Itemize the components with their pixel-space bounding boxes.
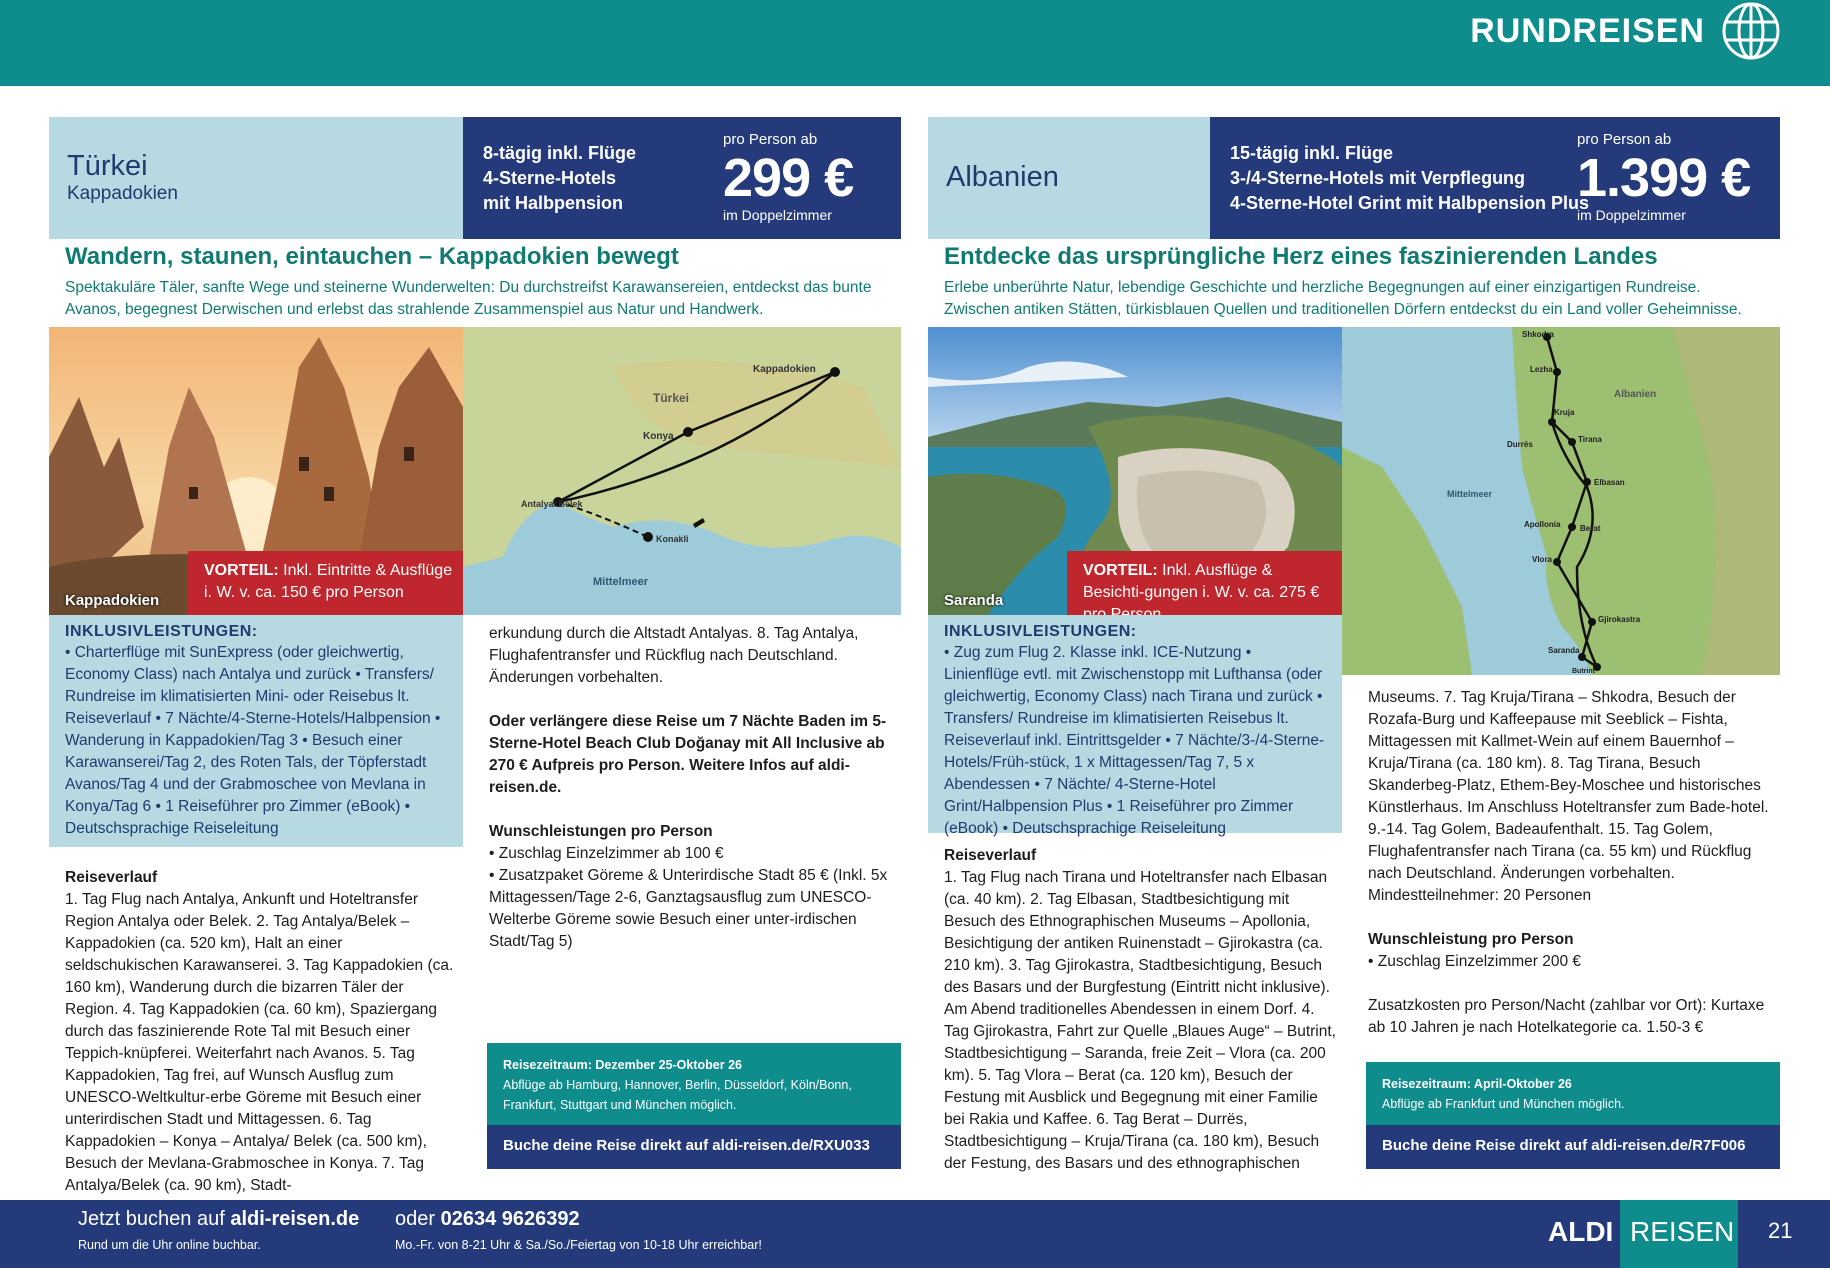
map-label-shkodra: Shkodra	[1522, 330, 1555, 339]
country-name: Albanien	[946, 161, 1059, 193]
vorteil-text: Inkl. Eintritte & Ausflüge i. W. v. ca. 150 € pro Person	[204, 562, 453, 601]
period-text: Abflüge ab Hamburg, Hannover, Berlin, Düsseldorf, Köln/Bonn, Frankfurt, Stuttgart und München möglich.	[503, 1078, 852, 1112]
map-label-vlora: Vlora	[1532, 555, 1553, 564]
offer-line: 8-tägig inkl. Flüge	[483, 143, 637, 163]
price: 1.399 €	[1577, 148, 1751, 208]
inclusive-title: INKLUSIVLEISTUNGEN:	[944, 623, 1137, 640]
country-name: Türkei	[67, 150, 148, 182]
headline: Entdecke das ursprüngliche Herz eines faszinierenden Landes	[944, 243, 1658, 270]
travel-period	[487, 1043, 901, 1125]
itinerary	[65, 867, 455, 1197]
inclusive-text: • Zug zum Flug 2. Klasse inkl. ICE-Nutzung • Linienflüge evtl. mit Zwischenstopp mit Lufthansa (oder gleichwertig, Economy Class) nach Tirana und zurück • Transfers/ Rundreise im klimatisierten Reisebus lt. Reiseverlauf inkl. Eintrittsgelder • 7 Nächte/3-/4-Sterne-Hotels/Früh-stück, 1 x Mittagessen/Tag 7, 5 x Abendessen • 7 Nächte/ 4-Sterne-Hotel Grint/Halbpension Plus • 1 Reiseführer pro Zimmer (eBook) • Deutschsprachige Reiseleitung	[944, 644, 1325, 837]
price-box	[1577, 131, 1762, 223]
wishes-title: Wunschleistung pro Person	[1368, 931, 1574, 948]
footer	[0, 1200, 1830, 1268]
map-image	[1342, 327, 1780, 675]
photo-caption: Kappadokien	[65, 592, 160, 609]
top-banner	[0, 0, 1830, 86]
price-box	[723, 131, 883, 223]
itinerary-title: Reiseverlauf	[944, 847, 1037, 864]
inclusive-box	[928, 615, 1342, 837]
destination-box	[49, 117, 463, 239]
travel-period	[1366, 1062, 1780, 1125]
footer-book	[78, 1208, 359, 1231]
vorteil-badge	[1067, 551, 1342, 615]
itinerary-text: 1. Tag Flug nach Tirana und Hoteltransfer nach Elbasan (ca. 40 km). 2. Tag Elbasan, Stadtbesichtigung mit Besuch des Ethnographischen Museums – Apollonia, Besichtigung der antiken Ruinenstadt – Gjirokastra (ca. 210 km). 3. Tag Gjirokastra, Stadtbesichtigung, Besuch des Basars und der Burgfestung (Eintritt nicht inklusive). Am Abend traditionelles Abendessen in einem Dorf. 4. Tag Gjirokastra, Fahrt zur Quelle „Blaues Auge“ – Butrint, Stadtbesichtigung – Saranda, freie Zeit – Vlora (ca. 200 km). 5. Tag Vlora – Berat (ca. 120 km), Besuch der Festung mit Ausblick und Begegnung mit einer Familie bei Rakia und Kaffee. 6. Tag Berat – Durrës, Stadtbesichtigung – Kruja/Tirana (ca. 180 km), Besuch der Festung, des Basars und des ethnographischen	[944, 869, 1336, 1172]
vorteil-label: VORTEIL:	[1083, 562, 1158, 579]
map-label-albanien: Albanien	[1614, 389, 1657, 400]
map-image	[463, 327, 901, 615]
map-label-durres: Durrës	[1507, 440, 1533, 449]
offer-tuerkei	[49, 117, 901, 1194]
map-label-sea: Mittelmeer	[1447, 489, 1493, 499]
footer-website-link[interactable]: aldi-reisen.de	[230, 1208, 360, 1230]
offer-line: 4-Sterne-Hotels	[483, 168, 617, 188]
map-label-butrint: Butrint	[1572, 668, 1595, 675]
logo-aldi: ALDI	[1548, 1216, 1614, 1247]
inclusive-box	[49, 615, 463, 847]
wishes-item: • Zuschlag Einzelzimmer ab 100 €	[489, 845, 724, 862]
booking-box	[1366, 1062, 1780, 1169]
wishes-item: • Zuschlag Einzelzimmer 200 €	[1368, 953, 1582, 970]
price-prefix: pro Person ab	[723, 131, 818, 148]
map-label-saranda: Saranda	[1548, 646, 1580, 655]
map-label-tirana: Tirana	[1578, 435, 1602, 444]
offer-line: 3-/4-Sterne-Hotels mit Verpflegung	[1230, 168, 1526, 188]
itinerary-title: Reiseverlauf	[65, 869, 158, 886]
route-map-tuerkei	[463, 327, 901, 615]
map-label-apollonia: Apollonia	[1524, 520, 1561, 529]
section-title: RUNDREISEN	[1470, 12, 1705, 50]
offer-albanien	[928, 117, 1780, 1172]
itinerary-continued	[1368, 687, 1778, 1039]
map-label-sea: Mittelmeer	[593, 576, 649, 588]
map-label-kruja: Kruja	[1554, 408, 1575, 417]
wishes-title: Wunschleistungen pro Person	[489, 823, 713, 840]
intro-text: Spektakuläre Täler, sanfte Wege und steinerne Wunderwelten: Du durchstreifst Karawansereien, entdeckst das bunte Avanos, begegnest Derwischen und erlebst das strahlende Zusammenspiel aus Natur und Handwerk.	[65, 279, 872, 318]
offer-header	[928, 117, 1780, 239]
map-label-lezha: Lezha	[1530, 365, 1553, 374]
booking-link[interactable]: Buche deine Reise direkt auf aldi-reisen.de/R7F006	[1366, 1125, 1780, 1169]
globe-icon	[1720, 0, 1782, 62]
vorteil-badge	[188, 551, 463, 615]
footer-phone-sub: Mo.-Fr. von 8-21 Uhr & Sa./So./Feiertag von 10-18 Uhr erreichbar!	[395, 1238, 762, 1252]
footer-phone-number[interactable]: 02634 9626392	[440, 1208, 580, 1230]
booking-box	[487, 1043, 901, 1169]
footer-phone-prefix: oder	[395, 1208, 441, 1230]
offer-line: 4-Sterne-Hotel Grint mit Halbpension Plus	[1230, 193, 1590, 213]
itinerary-cont-text: Museums. 7. Tag Kruja/Tirana – Shkodra, Besuch der Rozafa-Burg und Kaffeepause mit Seeblick – Fishta, Mittagessen mit Kallmet-Wein auf einem Bauernhof – Kruja/Tirana (ca. 180 km). 8. Tag Tirana, Besuch Skanderbeg-Platz, Ethem-Bey-Moschee und historisches Künstlerhaus. Im Anschluss Hoteltransfer zum Bade-hotel. 9.-14. Tag Golem, Badeaufenthalt. 15. Tag Golem, Flughafentransfer nach Tirana (ca. 55 km) und Rückflug nach Deutschland. Änderungen vorbehalten. Mindestteilnehmer: 20 Personen	[1368, 689, 1769, 904]
footer-book-prefix: Jetzt buchen auf	[78, 1208, 231, 1230]
offer-lines	[483, 141, 636, 216]
inclusive-title: INKLUSIVLEISTUNGEN:	[65, 623, 258, 640]
footer-phone	[395, 1208, 580, 1231]
offer-box	[463, 117, 901, 239]
price-suffix: im Doppelzimmer	[723, 207, 832, 223]
map-label-kappadokien: Kappadokien	[753, 364, 816, 375]
price-suffix: im Doppelzimmer	[1577, 207, 1686, 223]
itinerary-continued	[489, 623, 889, 953]
itinerary	[944, 845, 1336, 1175]
map-label-elbasan: Elbasan	[1594, 478, 1625, 487]
offer-lines	[1230, 141, 1589, 216]
period-label: Reisezeitraum: Dezember 25-Oktober 26	[503, 1058, 742, 1072]
logo-reisen: REISEN	[1620, 1200, 1738, 1268]
region-name: Kappadokien	[67, 183, 178, 204]
map-label-konya: Konya	[643, 431, 674, 442]
booking-link[interactable]: Buche deine Reise direkt auf aldi-reisen.de/RXU033	[487, 1125, 901, 1169]
map-label-gjirokastra: Gjirokastra	[1598, 615, 1641, 624]
offer-line: mit Halbpension	[483, 193, 624, 213]
intro-text: Erlebe unberührte Natur, lebendige Geschichte und herzliche Begegnungen auf einer einzigartigen Rundreise. Zwischen antiken Stätten, türkisblauen Quellen und traditionellen Dörfern entdeckst du ein Land voller Geheimnisse.	[944, 279, 1742, 318]
map-label-country: Türkei	[653, 391, 690, 405]
itinerary-cont-text: erkundung durch die Altstadt Antalyas. 8. Tag Antalya, Flughafentransfer und Rückflug nach Deutschland. Änderungen vorbehalten.	[489, 625, 859, 686]
headline: Wandern, staunen, eintauchen – Kappadokien bewegt	[65, 243, 679, 270]
offer-box	[1210, 117, 1780, 239]
route-map-albanien	[1342, 327, 1780, 675]
map-label-antalya: Antalya/ Belek	[521, 499, 583, 509]
wishes-item: • Zusatzpaket Göreme & Unterirdische Stadt 85 € (Inkl. 5x Mittagessen/Tage 2-6, Ganztagsausflug zum UNESCO-Welterbe Göreme sowie Besuch einer unter-irdischen Stadt/Tag 5)	[489, 867, 888, 950]
price-prefix: pro Person ab	[1577, 131, 1672, 148]
destination-box	[928, 117, 1210, 239]
extra-costs: Zusatzkosten pro Person/Nacht (zahlbar vor Ort): Kurtaxe ab 10 Jahren je nach Hotelkategorie ca. 1.50-3 €	[1368, 997, 1765, 1036]
offer-line: 15-tägig inkl. Flüge	[1230, 143, 1394, 163]
period-text: Abflüge ab Frankfurt und München möglich.	[1382, 1097, 1625, 1111]
period-label: Reisezeitraum: April-Oktober 26	[1382, 1077, 1572, 1091]
page-number: 21	[1768, 1218, 1793, 1243]
vorteil-label: VORTEIL:	[204, 562, 279, 579]
itinerary-text: 1. Tag Flug nach Antalya, Ankunft und Hoteltransfer Region Antalya oder Belek. 2. Tag Antalya/Belek – Kappadokien (ca. 520 km), Halt an einer seldschukischen Karawanserei. 3. Tag Kappadokien (ca. 160 km), Wanderung durch die bizarren Täler der Region. 4. Tag Kappadokien (ca. 60 km), Spaziergang durch das faszinierende Rote Tal mit Besuch einer Teppich-knüpferei. Weiterfahrt nach Avanos. 5. Tag Kappadokien, Tag frei, auf Wunsch Ausflug zum UNESCO-Weltkultur-erbe Göreme mit Besuch einer unterirdischen Stadt und Mittagessen. 6. Tag Kappadokien – Konya – Antalya/ Belek (ca. 500 km), Besuch der Mevlana-Grabmoschee in Konya. 7. Tag Antalya/Belek (ca. 90 km), Stadt-	[65, 891, 454, 1194]
footer-book-sub: Rund um die Uhr online buchbar.	[78, 1238, 261, 1252]
map-label-konakli: Konakli	[656, 534, 689, 544]
photo-caption: Saranda	[944, 592, 1004, 609]
offer-header	[49, 117, 901, 239]
vorteil-text: Inkl. Ausflüge & Besichti-gungen i. W. v. ca. 275 €	[1083, 562, 1320, 601]
map-label-berat: Berat	[1580, 524, 1601, 533]
extension-text: Oder verlängere diese Reise um 7 Nächte Baden im 5-Sterne-Hotel Beach Club Doğanay mit All Inclusive ab 270 € Aufpreis pro Person. Weitere Infos auf aldi-reisen.de.	[489, 713, 887, 796]
price: 299 €	[723, 148, 854, 208]
inclusive-text: • Charterflüge mit SunExpress (oder gleichwertig, Economy Class) nach Antalya und zurück • Transfers/ Rundreise im klimatisierten Mini- oder Reisebus lt. Reiseverlauf • 7 Nächte/4-Sterne-Hotels/Halbpension • Wanderung in Kappadokien/Tag 3 • Besuch einer Karawanserei/Tag 2, des Roten Tals, der Töpferstadt Avanos/Tag 4 und der Grabmoschee von Mevlana in Konya/Tag 6 • 1 Reiseführer pro Zimmer (eBook) • Deutschsprachige Reiseleitung	[65, 644, 441, 837]
